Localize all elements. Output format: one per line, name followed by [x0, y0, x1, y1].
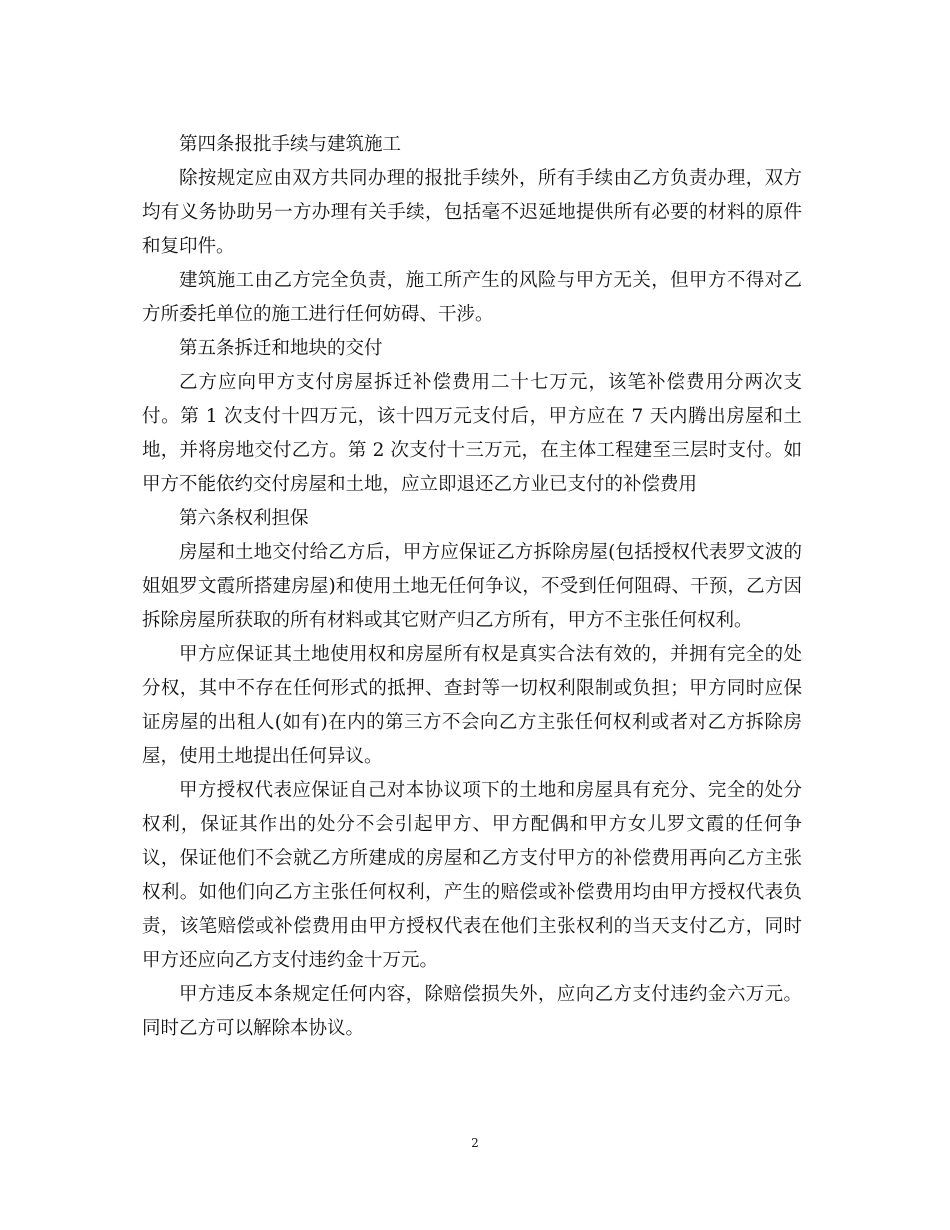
article-6-heading: 第六条权利担保: [179, 508, 309, 529]
article-6-paragraph-3: 甲方授权代表应保证自己对本协议项下的土地和房屋具有充分、完全的处分权利，保证其作出的处分不会引起甲方、甲方配偶和甲方女儿罗文霞的任何争议，保证他们不会就乙方所建成的房屋和乙方支付甲方的补偿费用再向乙方主张权利。如他们向乙方主张任何权利，产生的赔偿或补偿费用均由甲方授权代表负责，该笔赔偿或补偿费用由甲方授权代表在他们主张权利的当天支付乙方，同时甲方还应向乙方支付违约金十万元。: [142, 780, 802, 971]
document-body: [142, 128, 802, 1046]
article-6-paragraph-2: 甲方应保证其土地使用权和房屋所有权是真实合法有效的，并拥有完全的处分权，其中不存在任何形式的抵押、查封等一切权利限制或负担；甲方同时应保证房屋的出租人(如有)在内的第三方不会向乙方主张任何权利或者对乙方拆除房屋，使用土地提出任何异议。: [142, 644, 802, 767]
article-4-heading: 第四条报批手续与建筑施工: [179, 134, 402, 155]
article-4-paragraph-2: 建筑施工由乙方完全负责，施工所产生的风险与甲方无关，但甲方不得对乙方所委托单位的施工进行任何妨碍、干涉。: [142, 270, 802, 325]
article-6-paragraph-4: 甲方违反本条规定任何内容，除赔偿损失外，应向乙方支付违约金六万元。同时乙方可以解除本协议。: [142, 984, 802, 1039]
article-5-heading: 第五条拆迁和地块的交付: [179, 338, 383, 359]
page-number: 2: [471, 1136, 479, 1150]
article-5-paragraph-1: 乙方应向甲方支付房屋拆迁补偿费用二十七万元，该笔补偿费用分两次支付。第 1 次支付十四万元，该十四万元支付后，甲方应在 7 天内腾出房屋和土地，并将房地交付乙方。第 2 次支付十三万元，在主体工程建至三层时支付。如甲方不能依约交付房屋和土地，应立即退还乙方业已支付的补偿费用: [142, 372, 802, 495]
article-6-paragraph-1: 房屋和土地交付给乙方后，甲方应保证乙方拆除房屋(包括授权代表罗文波的姐姐罗文霞所搭建房屋)和使用土地无任何争议，不受到任何阻碍、干预，乙方因拆除房屋所获取的所有材料或其它财产归乙方所有，甲方不主张任何权利。: [142, 542, 802, 631]
article-4-paragraph-1: 除按规定应由双方共同办理的报批手续外，所有手续由乙方负责办理，双方均有义务协助另一方办理有关手续，包括毫不迟延地提供所有必要的材料的原件和复印件。: [142, 168, 802, 257]
